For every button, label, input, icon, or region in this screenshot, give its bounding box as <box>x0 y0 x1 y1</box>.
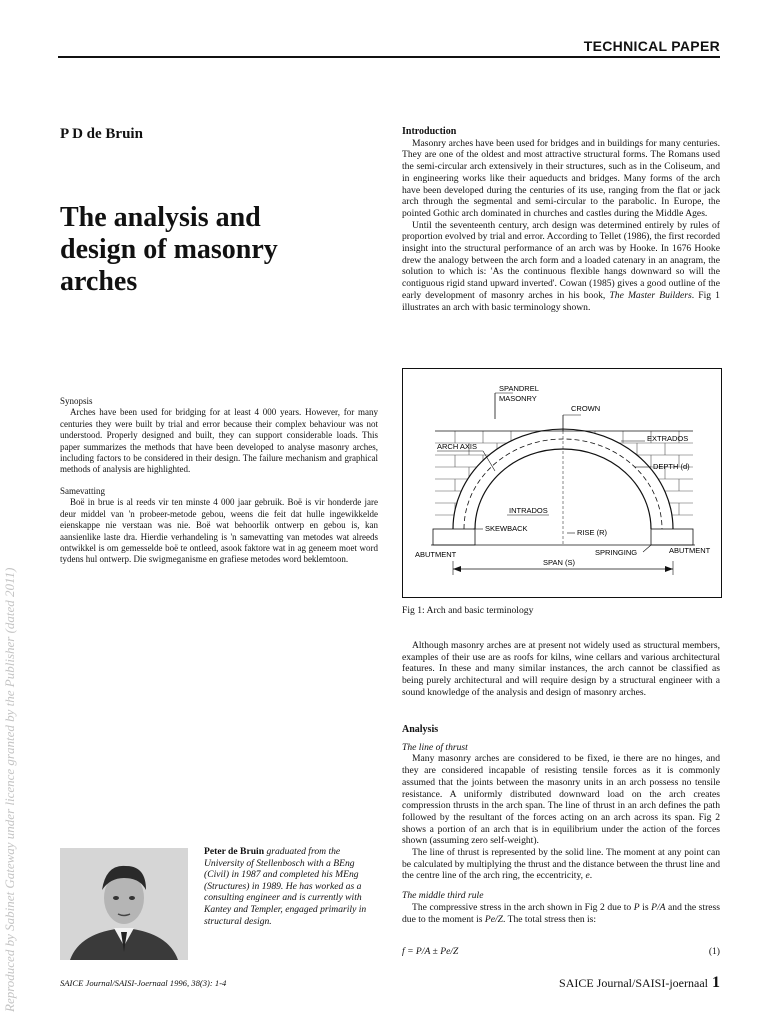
label-abutment-left: ABUTMENT <box>415 550 457 559</box>
label-masonry: MASONRY <box>499 394 537 403</box>
header-rule <box>58 56 720 58</box>
symbol-p-over-a: P/A <box>651 901 666 913</box>
author-photo <box>60 848 188 960</box>
p3-part-4: . The total stress then is: <box>503 913 597 925</box>
label-springing: SPRINGING <box>595 548 638 557</box>
p3-part-3: and the stress due to the moment is <box>402 901 721 925</box>
introduction-paragraph-2 <box>402 220 720 314</box>
equation-1 <box>402 946 720 957</box>
synopsis-heading: Synopsis <box>60 396 93 406</box>
symbol-pe-over-z: Pe/Z <box>484 913 503 925</box>
equation-number: (1) <box>708 946 720 957</box>
title-line-2: design of masonry <box>60 234 278 265</box>
intro-p2-tail: . Fig 1 illustrates an arch with basic terminology shown. <box>402 289 720 313</box>
introduction-paragraph-1: Masonry arches have been used for bridges and in buildings for many centuries. They are one of the oldest and most attractive structural forms. The Romans used the semi-circular arch extensively in their structures, such as in the Coliseum, and in engineering works like their aqueducts and bridges. Many forms of the arch have been developed during the centuries of its use, ranging from the flat or jack arch through the segmental and semi-circular to the parabolic. In Europe, the pointed Gothic arch dominated in churches and castles during the Middle Ages. <box>402 137 720 219</box>
label-span: SPAN (S) <box>543 558 575 567</box>
synopsis-text: Arches have been used for bridging for at least 4 000 years. However, for many centuries they were built by trial and error because their complex behaviour was not understood. Properly designed and built, they can support considerable loads. This paper summarizes the methods that have been developed to analyse masonry arches, including factors to be considered in their design. The failure mechanism and graphical methods of analysis are highlighted. <box>60 407 378 475</box>
label-intrados: INTRADOS <box>509 506 548 515</box>
p3-part-1: The compressive stress in the arch shown in Fig 2 due to <box>412 901 634 913</box>
portrait-image <box>60 848 188 960</box>
analysis-p2-tail: . <box>589 870 593 882</box>
bio-name: Peter de Bruin <box>204 846 265 857</box>
samevatting-heading: Samevatting <box>60 486 105 496</box>
analysis-p2-text: The line of thrust is represented by the solid line. The moment at any point can be calculated by multiplying the thrust and the distance between the thrust line and the centre line of the arch ring, the eccentricity, <box>402 847 720 882</box>
watermark: Reproduced by Sabinet Gateway under licence granted by the Publisher (dated 2011) <box>2 567 17 1012</box>
introduction-heading: Introduction <box>402 126 457 137</box>
p3-part-2: is <box>639 901 652 913</box>
footer-journal <box>559 974 720 992</box>
samevatting-text: Boë in brue is al reeds vir ten minste 4 000 jaar gebruik. Boë is vir honderde jare deur middel van 'n probeer-metode gebou, weens die feit dat hulle ingewikkelde eienskappe nie verstaan was nie. Boë wat behoorlik ontwerp en gebou is, kan aansienlike laste dra. Hierdie verhandeling is 'n samevatting van metodes wat alreeds ontwikkel is om gemesselde boë te ontleed, asook faktore wat in ag geneem moet word tydens hul ontwerp. Die swigmeganisme en grafiese metodes word beklemtoon. <box>60 497 378 565</box>
analysis-heading: Analysis <box>402 724 439 735</box>
eccentricity-symbol: e <box>585 870 590 882</box>
author-name: P D de Bruin <box>60 126 143 142</box>
header-label: TECHNICAL PAPER <box>583 38 720 54</box>
bio-text: graduated from the University of Stellenbosch with a BEng (Civil) in 1987 and completed his MEng (Structures) in 1989. He has worked as a consulting engineer and is currently with Kantey and Templer, engaged primarily in structural design. <box>204 846 367 927</box>
arch-diagram <box>403 369 721 597</box>
label-rise: RISE (R) <box>577 528 607 537</box>
label-arch-axis: ARCH AXIS <box>437 442 478 451</box>
footer-citation: SAICE Journal/SAISI-Joernaal 1996, 38(3): 1-4 <box>60 978 227 988</box>
after-figure-paragraph: Although masonry arches are at present not widely used as structural members, examples of their use are as roofs for kilns, wine cellars and various architectural features. In these and many similar instances, the arch cannot be classified as being purely architectural and will require design by a structural engineer with a sound knowledge of the analysis and design of masonry arches. <box>402 640 720 698</box>
line-of-thrust-heading: The line of thrust <box>402 741 468 753</box>
figure-caption: Fig 1: Arch and basic terminology <box>402 605 534 616</box>
intro-p2-text: Until the seventeenth century, arch design was determined entirely by rules of proportion evolved by trial and error. According to Tellet (1986), the first recorded insight into the structural performance of an arch was by Hooke. In 1676 Hooke drew the analogy between the arch form and a loaded catenary in an anagram, the solution to which is: 'As the continuous flexible hangs downward so will the contiguous rigid stand upward inverted'. Cowan (1985) gives a good outline of the early development of masonry arches in his book, <box>402 219 720 301</box>
title-line-3: arches <box>60 266 138 297</box>
samevatting-section <box>60 486 378 566</box>
arch-figure <box>402 368 722 598</box>
equation-text: f = P/A ± Pe/Z <box>402 946 459 957</box>
introduction-section <box>402 126 720 313</box>
author-bio <box>204 846 376 927</box>
title-line-1: The analysis and <box>60 202 261 233</box>
footer-journal-name: SAICE Journal/SAISI-joernaal <box>559 976 708 990</box>
label-skewback: SKEWBACK <box>485 524 528 533</box>
synopsis-section <box>60 396 378 476</box>
analysis-paragraph-1: Many masonry arches are considered to be fixed, ie there are no hinges, and they are considered incapable of resisting tensile forces as it is commonly assumed that the joints between the masonry units in an arch possess no tensile resistance. A uniformly distributed downward load on the arch creates compression thrusts in the arch span. The line of thrust in an arch defines the path followed by the resultant of the forces acting on an arch across its span. Fig 2 shows a portion of an arch that is in equilibrium under the action of the forces shown (assuming zero self-weight). <box>402 753 720 847</box>
paper-title <box>60 202 360 298</box>
label-depth: DEPTH (d) <box>653 462 690 471</box>
symbol-p: P <box>633 901 640 913</box>
after-figure-section <box>402 640 720 699</box>
analysis-paragraph-2 <box>402 847 720 882</box>
book-title: The Master Builders <box>609 289 692 301</box>
label-spandrel: SPANDREL <box>499 384 539 393</box>
analysis-paragraph-3 <box>402 902 720 925</box>
analysis-section <box>402 724 720 925</box>
page-number: 1 <box>712 974 720 991</box>
label-crown: CROWN <box>571 404 601 413</box>
label-abutment-right: ABUTMENT <box>669 546 711 555</box>
label-extrados: EXTRADOS <box>647 434 689 443</box>
middle-third-heading: The middle third rule <box>402 890 484 902</box>
